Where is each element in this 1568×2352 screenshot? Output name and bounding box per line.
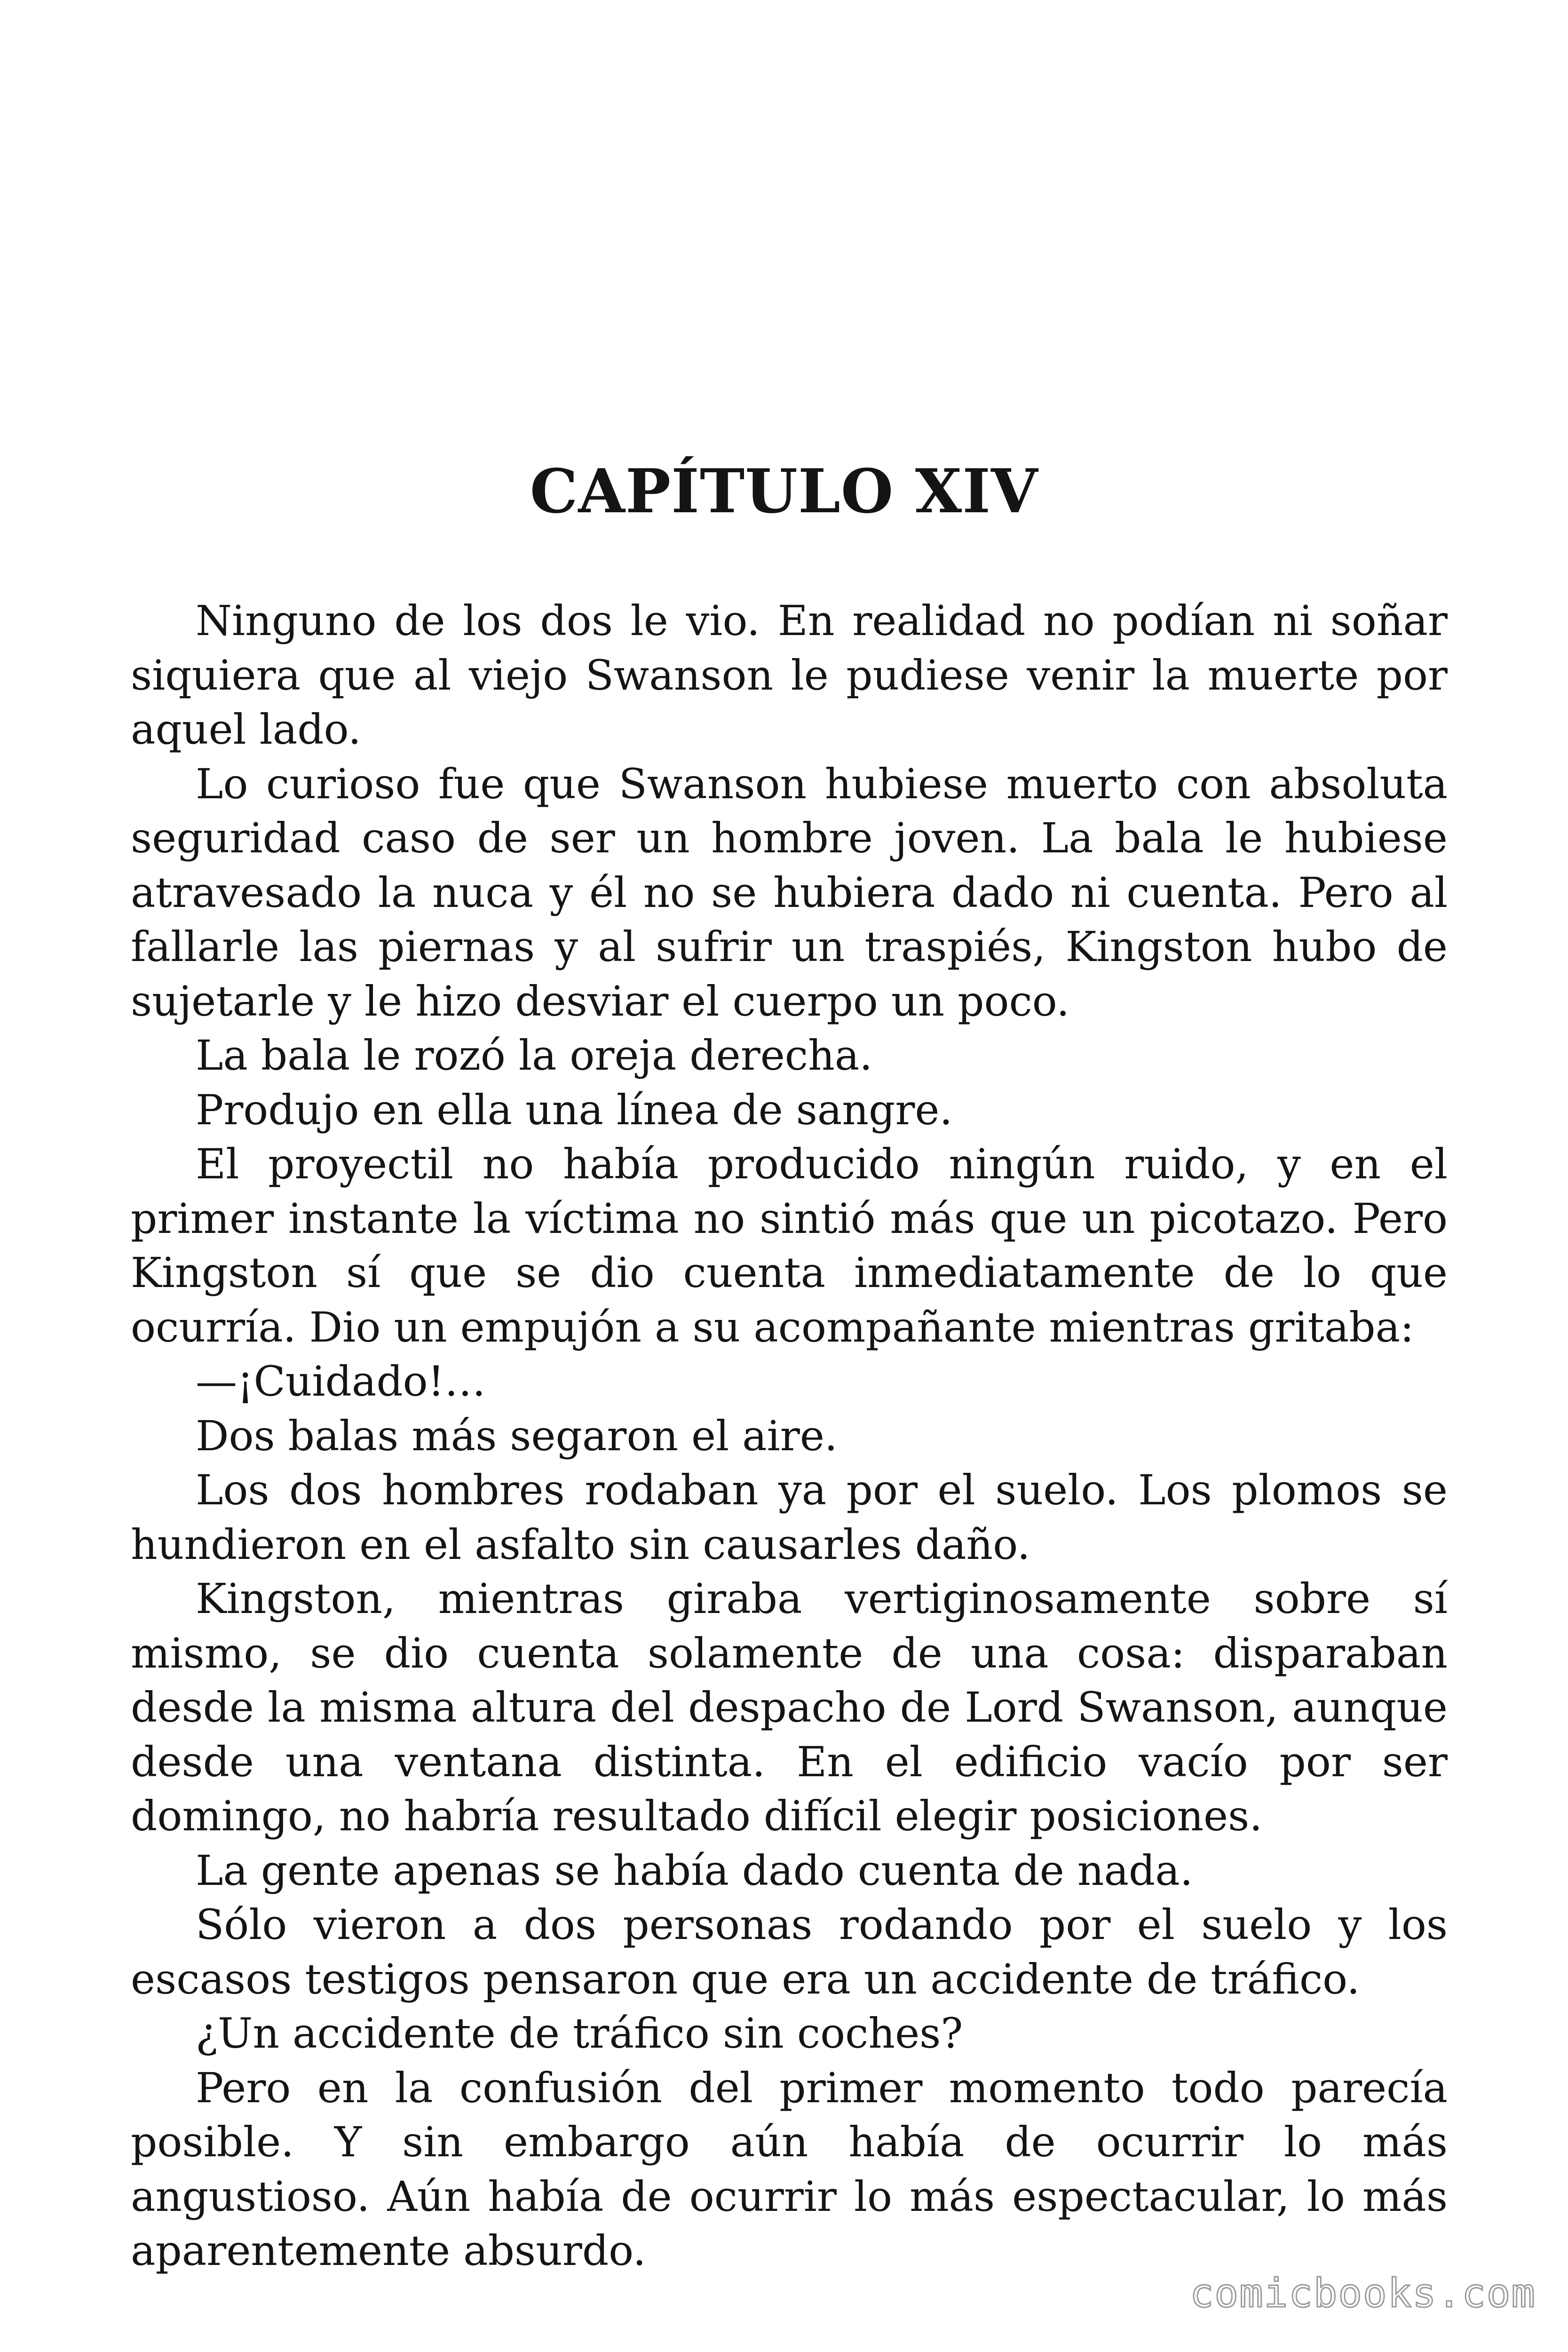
watermark: comicbooks.com (1189, 2270, 1536, 2316)
paragraph: Ninguno de los dos le vio. En realidad no podían ni soñar siquiera que al viejo Swanson le pudiese venir la muerte por aquel lado. (131, 596, 1448, 754)
paragraph: ¿Un accidente de tráfico sin coches? (196, 2009, 963, 2058)
paragraph: La gente apenas se había dado cuenta de nada. (196, 1846, 1193, 1895)
paragraph: Sólo vieron a dos personas rodando por el suelo y los escasos testigos pensaron que era un accidente de tráfico. (131, 1900, 1448, 2003)
paragraph: Dos balas más segaron el aire. (196, 1411, 838, 1460)
paragraph: La bala le rozó la oreja derecha. (196, 1031, 873, 1080)
chapter-body (131, 594, 1448, 2278)
dialogue-line: —¡Cuidado!… (196, 1357, 486, 1406)
paragraph: Kingston, mientras giraba vertiginosamente sobre sí mismo, se dio cuenta solamente de una cosa: disparaban desde la misma altura del despacho de Lord Swanson, aunque desde una ventana distinta. En el edificio vacío por ser domingo, no habría resultado difícil elegir posiciones. (131, 1574, 1448, 1840)
paragraph: Pero en la confusión del primer momento todo parecía posible. Y sin embargo aún había de ocurrir lo más angustioso. Aún había de ocurrir lo más espectacular, lo más aparentemente absurdo. (131, 2063, 1448, 2275)
paragraph: Produjo en ella una línea de sangre. (196, 1085, 953, 1134)
paragraph: El proyectil no había producido ningún ruido, y en el primer instante la víctima no sintió más que un picotazo. Pero Kingston sí que se dio cuenta inmediatamente de lo que ocurría. Dio un empujón a su acompañante mientras gritaba: (131, 1140, 1448, 1351)
paragraph: Los dos hombres rodaban ya por el suelo. Los plomos se hundieron en el asfalto sin causarles daño. (131, 1466, 1448, 1569)
chapter-title: CAPÍTULO XIV (530, 456, 1038, 527)
paragraph: Lo curioso fue que Swanson hubiese muerto con absoluta seguridad caso de ser un hombre joven. La bala le hubiese atravesado la nuca y él no se hubiera dado ni cuenta. Pero al fallarle las piernas y al sufrir un traspiés, Kingston hubo de sujetarle y le hizo desviar el cuerpo un poco. (131, 759, 1448, 1025)
